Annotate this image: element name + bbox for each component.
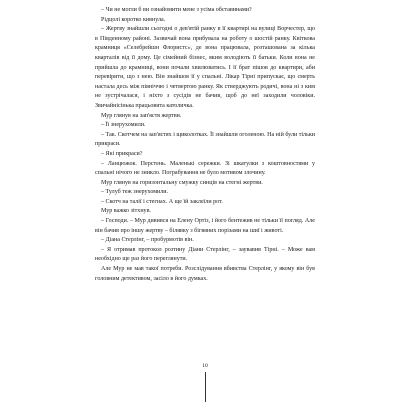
paragraph: Рідцолі коротко кивнула. xyxy=(101,16,166,23)
paragraph: Мур глянув на зап'ястя жертви. xyxy=(101,112,182,119)
paragraph: – Які прикраси? xyxy=(101,150,143,157)
footer-rule xyxy=(205,372,206,402)
page-number: 10 xyxy=(202,363,208,369)
paragraph: – Тулуб теж знерухомили. xyxy=(101,189,169,196)
paragraph: Мур важко зітхнув. xyxy=(101,208,151,215)
paragraph: – Діана Стерлінг, – пробурмотів він. xyxy=(101,237,194,244)
paragraph: – Господи. – Мур дивився на Елену Ортіз, і його бентежив не тільки її погляд. Але він бачив про іншу жертву – білявку з бігвяних порізами на шиї і животі. xyxy=(95,218,315,234)
body-text xyxy=(95,6,315,284)
paragraph: – Жертву знайшли сьогодні о дев'ятій ранку в її квартирі на вулиці Ворчестер, що в Південному районі. Зазвичай вона прибувала на роботу о шостій ранку. Квіткова крамниця «Селебрейшн Флористс», де вона працювала, розташована за кілька кварталів від її дому. Це сімейний бізнес, яким володіють її батьки. Коли вона не прийшла до крамниці, вони почали хвилюватись. І її брат пішов до квартири, аби перевірити, що з нею. Він знайшов її у спальні. Лікар Тірні припускає, що смерть настала десь між північчю і четвертою ранку. Як стверджують родичі, вона ні з ким не зустрічалася, і ніхто з сусідів не бачив, щоб до неї заходили чоловіки. Звичайнісінька працьовита католичка. xyxy=(95,26,315,109)
page-footer xyxy=(95,362,315,402)
paragraph: – Її знерухомили. xyxy=(101,122,146,129)
paragraph: Мур глянув на горизонтальну смужку синців на стегні жертви. xyxy=(101,179,263,186)
paragraph: – Скотч на талії і стегнах. А ще їй заклеїли рот. xyxy=(101,198,223,205)
paragraph: Але Мур не мав такої потреби. Розслідування вбивства Стерлінг, у якому він був головним детективом, засіло в його думках. xyxy=(95,266,315,282)
paragraph: – Чи не могли б ви ознайомити мене з усіма обставинами? xyxy=(101,7,252,13)
paragraph: – Я отримав протокол розтину Діани Стерлінг, – заувавив Тірні. – Може вам необхідно ще раз його переглянути. xyxy=(95,246,315,263)
paragraph: – Ланцюжок. Перстень. Маленькі сережки. Зі шкатулки з коштовностями у спальні нічого не зникло. Пограбування не було мотивом злочину. xyxy=(95,160,315,177)
paragraph: – Так. Скотчем на зап'ястях і щиколотках. Її знайшли оголеною. На ній були тільки прикраси. xyxy=(95,131,315,148)
